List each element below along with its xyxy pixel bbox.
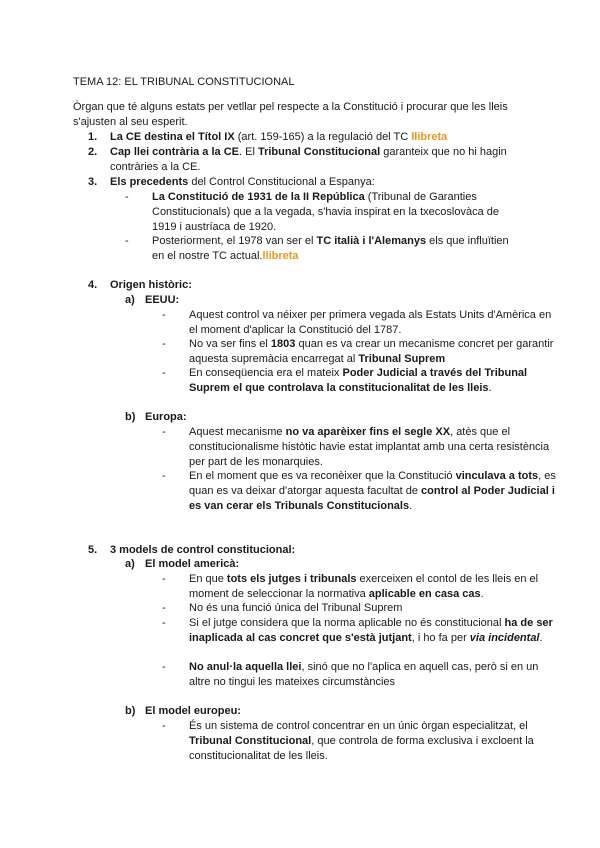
- highlight-note: llibreta: [411, 131, 448, 143]
- highlight-note: llibreta: [262, 250, 299, 262]
- page-title: TEMA 12: EL TRIBUNAL CONSTITUCIONAL: [73, 76, 295, 88]
- document-page: TEMA 12: EL TRIBUNAL CONSTITUCIONAL Òrgan que té alguns estats per vetllar pel respecte a la Constitució i procurar que les lleis s'ajusten al seu esperit. 1. La CE destina el Títol IX (art. 159-165) a la regulació del TC llibreta 2. Cap llei contrària a la CE. El Tribunal Constitucional garanteix que no hi hagin contràries a la CE. 3. Els precedents del Control Constitucional a Espanya: - La Constitució de 1931 de la II República (Tribunal de Garanties Constitucionals) que a la vegada, s'havia inspirat en la txecoslovàca de 1919 i austríaca de 1920. - Posteriorment, el 1978 van ser el TC italià i l'Alemanys els que influïtien en el nostre TC actual.llibreta 4. Origen històric: a) EEUU: - Aquest control va néixer per primera vegada als Estats Units d'Amèrica en el moment d'aplicar la Constitució del 1787. - No va ser fins el 1803 quan es va crear un mecanisme concret per garantir aquesta supremàcia encarregat al Tribunal Suprem - En conseqüencia era el mateix Poder Judicial a través del Tribunal Suprem el que controlava la constitucionalitat de les lleis. b) Europa: - Aquest mecanisme no va aparèixer fins el segle XX, atès que el constitucionalisme històtic havie estat implantat amb una certa resistència per part de les monarquies. - En el moment que es va reconèixer que la Constitució vinculava a tots, es quan es va deixar d'atorgar aquesta facultat de control al Poder Judicial i es van cerar els Tribunals Constitucionals. 5. 3 models de control constitucional: a) El model americà: - En que tots els jutges i tribunals exerceixen el contol de les lleis en el moment de seleccionar la normativa aplicable en casa cas. - No és una funció única del Tribunal Suprem - Si el jutge considera que la norma aplicable no és constitucional ha de ser inaplicada al cas concret que s'està jutjant, i ho fa per via incidental. - No anul·la aquella llei, sinó que no l'aplica en aquell cas, però si en un altre no tingui les mateixes circumstàncies b) El model europeu: - És un sistema de control concentrar en un únic òrgan especialitzat, el Tribunal Constitucional, que controla de forma exclusiva i excloent la constitucionalitat de les lleis.: [73, 76, 556, 762]
- intro-paragraph: Òrgan que té alguns estats per vetllar pel respecte a la Constitució i procurar que les lleis s'ajusten al seu esperit.: [73, 101, 508, 128]
